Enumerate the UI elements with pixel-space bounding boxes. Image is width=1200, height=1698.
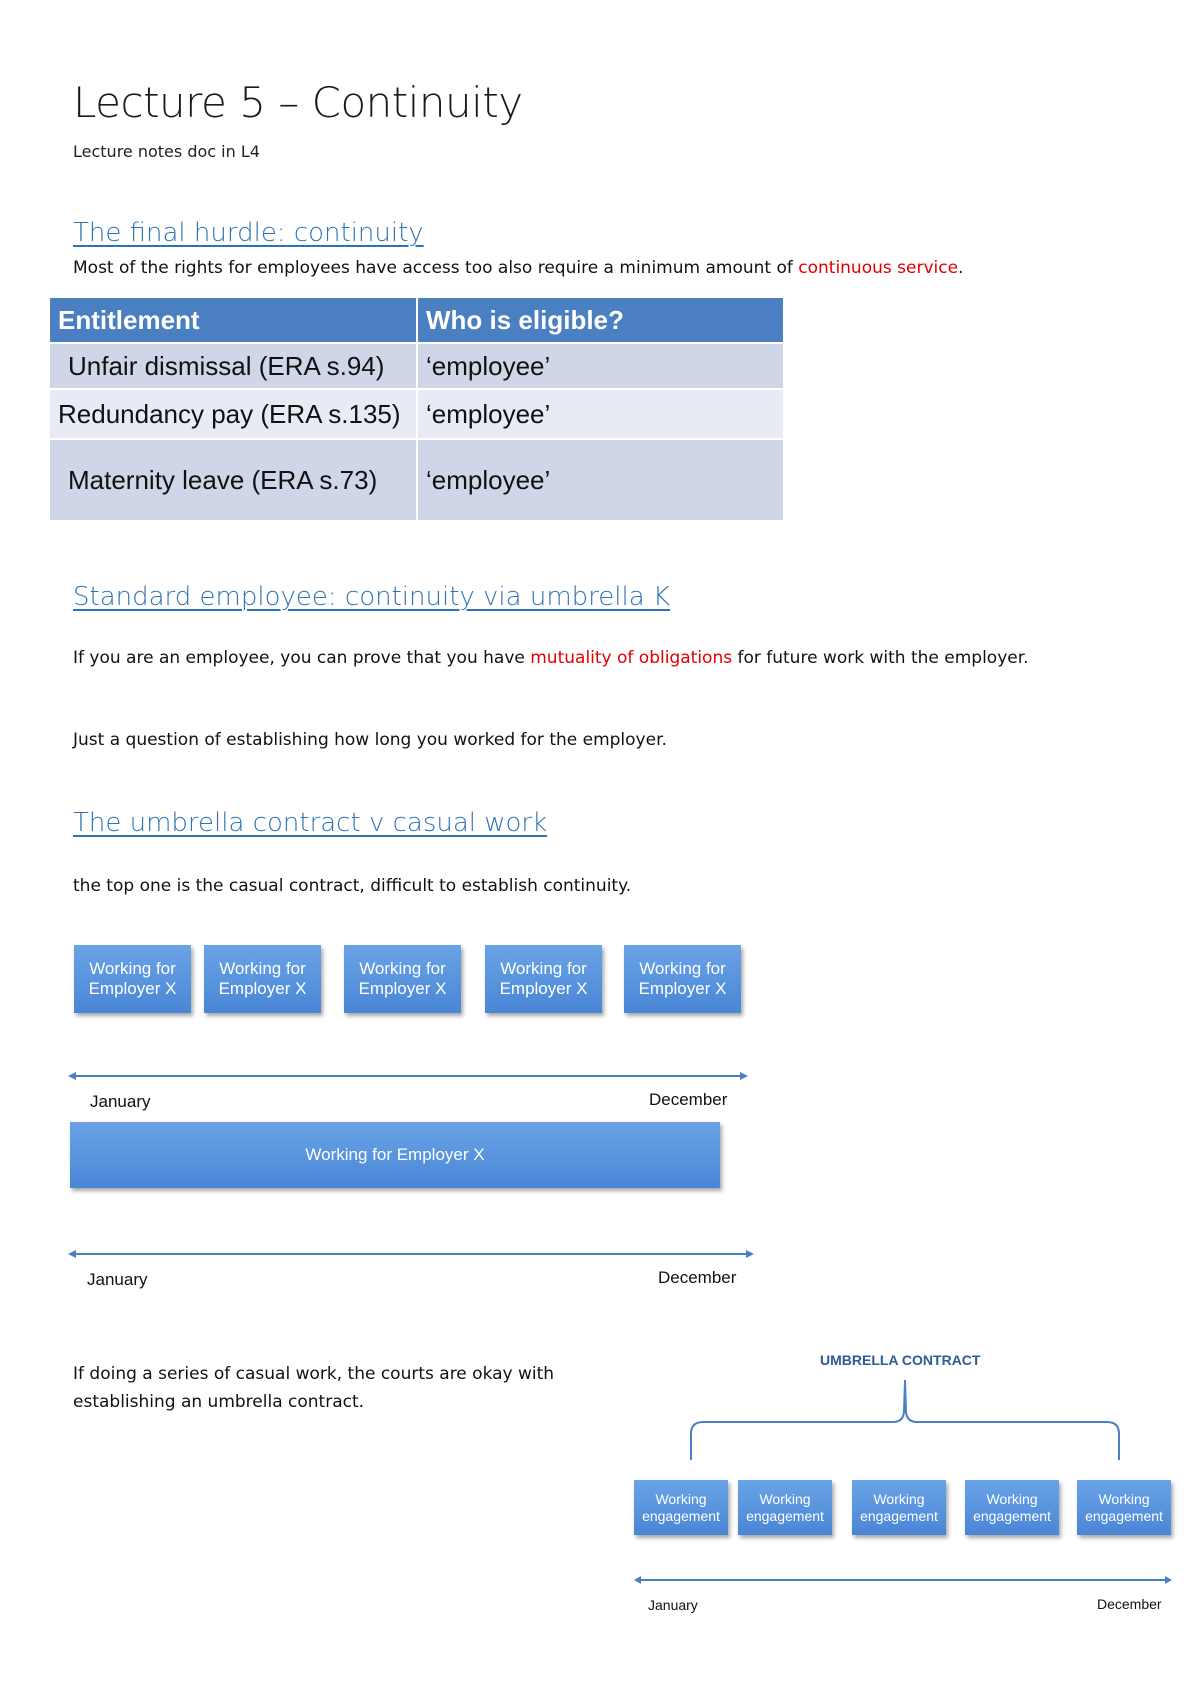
section2-paragraph-1 [73, 648, 1029, 668]
section2-paragraph-2: Just a question of establishing how long you worked for the employer. [73, 730, 667, 750]
table-header-entitlement: Entitlement [50, 298, 417, 343]
casual-timeline-start: January [90, 1092, 151, 1111]
casual-work-box: Working for Employer X [204, 945, 321, 1013]
section3-paragraph-1: the top one is the casual contract, difficult to establish continuity. [73, 876, 632, 896]
casual-work-box: Working for Employer X [344, 945, 461, 1013]
table-header-row [50, 298, 784, 343]
casual-timeline-end: December [649, 1090, 728, 1109]
section1-text-after: . [958, 258, 964, 278]
umbrella-timeline-end: December [1097, 1596, 1162, 1612]
umbrella-brace [688, 1376, 1130, 1462]
continuous-timeline-arrow [68, 1244, 754, 1264]
umbrella-contract-title: UMBRELLA CONTRACT [820, 1352, 981, 1368]
continuous-timeline-start: January [87, 1270, 148, 1289]
table-header-eligible: Who is eligible? [417, 298, 784, 343]
table-row [50, 389, 784, 439]
table-cell: ‘employee’ [417, 439, 784, 520]
working-engagement-box: Working engagement [965, 1480, 1059, 1535]
section-heading-standard-employee: Standard employee: continuity via umbrella K [73, 582, 670, 612]
working-engagement-box: Working engagement [634, 1480, 728, 1535]
section2-highlight: mutuality of obligations [530, 648, 733, 668]
table-row [50, 439, 784, 520]
table-cell: Maternity leave (ERA s.73) [50, 439, 417, 520]
page-title: Lecture 5 – Continuity [73, 78, 523, 127]
section1-text-before: Most of the rights for employees have access too also require a minimum amount of [73, 258, 799, 278]
section1-paragraph [73, 258, 963, 278]
casual-work-box: Working for Employer X [624, 945, 741, 1013]
working-engagement-box: Working engagement [1077, 1480, 1171, 1535]
section3-paragraph-2-line1: If doing a series of casual work, the courts are okay with [73, 1364, 555, 1384]
table-cell: Unfair dismissal (ERA s.94) [50, 343, 417, 389]
table-cell: ‘employee’ [417, 389, 784, 439]
table-row [50, 343, 784, 389]
umbrella-timeline-start: January [648, 1597, 698, 1613]
umbrella-timeline-arrow [634, 1572, 1172, 1588]
casual-work-box: Working for Employer X [485, 945, 602, 1013]
section2-text-after: for future work with the employer. [732, 648, 1029, 668]
section3-paragraph-2-line2: establishing an umbrella contract. [73, 1392, 365, 1412]
table-cell: ‘employee’ [417, 343, 784, 389]
section2-text-before: If you are an employee, you can prove that you have [73, 648, 531, 668]
working-engagement-box: Working engagement [852, 1480, 946, 1535]
section-heading-umbrella-contract: The umbrella contract v casual work [73, 808, 548, 838]
page-subtitle: Lecture notes doc in L4 [73, 142, 260, 161]
casual-work-box: Working for Employer X [74, 945, 191, 1013]
section-heading-final-hurdle: The final hurdle: continuity [73, 218, 424, 248]
continuous-work-box: Working for Employer X [70, 1122, 720, 1188]
casual-timeline-arrow [68, 1066, 748, 1086]
working-engagement-box: Working engagement [738, 1480, 832, 1535]
continuous-timeline-end: December [658, 1268, 737, 1287]
table-cell: Redundancy pay (ERA s.135) [50, 389, 417, 439]
entitlement-table [50, 298, 785, 520]
section1-highlight: continuous service [798, 258, 959, 278]
